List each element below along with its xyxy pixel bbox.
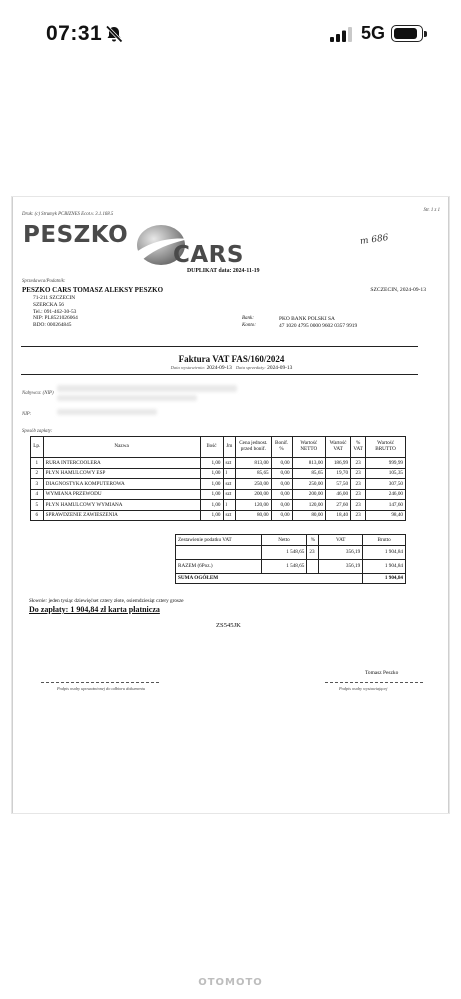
items-header-row [31,437,406,458]
item-rate: 23 [351,500,366,511]
item-unit: szt [223,458,236,469]
item-qty: 1,00 [200,468,223,479]
item-disc: 0,00 [271,468,292,479]
item-price: 200,00 [236,489,272,500]
page-number: Str. 1 z 1 [423,208,440,213]
total-vat: 356,19 [319,559,363,573]
item-lp: 2 [31,468,44,479]
col-price: Cena jednost. przed bonif. [236,437,272,458]
col-net: Wartość NETTO [292,437,325,458]
invoice-document [12,197,449,813]
item-vat: 46,00 [326,489,351,500]
total-netto: 1 548,65 [261,559,307,573]
item-name: SPRAWDZENIE ZAWIESZENIA [43,510,200,521]
signature-caption-right: Podpis osoby wystawiającej [339,686,388,691]
grand-total-label: SUMA OGÓŁEM [176,573,363,584]
items-table [30,436,406,521]
in-words-text: jeden tysiąc dziewięćset cztery złote, osiemdziesiąt cztery grosze [48,598,184,604]
vehicle-code: ZS545JK [216,622,241,629]
summary-col-pct: % [307,535,319,546]
redacted-buyer-address [57,395,197,401]
item-unit: szt [223,489,236,500]
rate-brutto: 1 904,84 [363,545,406,559]
item-unit: l [223,500,236,511]
item-qty: 1,00 [200,500,223,511]
item-net: 85,65 [292,468,325,479]
item-rate: 23 [351,468,366,479]
signature-line-left [41,682,159,683]
bank-name: PKO BANK POLSKI SA [279,316,335,322]
item-net: 813,00 [292,458,325,469]
item-disc: 0,00 [271,458,292,469]
table-row [31,458,406,469]
sale-date-label: Data sprzedaży: [235,365,266,370]
item-name: WYMIANA PRZEWODU [43,489,200,500]
item-net: 120,00 [292,500,325,511]
summary-title: Zestawienie podatku VAT [176,535,262,546]
buyer-nip-label: NIP: [22,412,32,417]
table-row [31,489,406,500]
account-label: Konto: [242,323,256,328]
seller-bdo: BDO: 000264845 [33,322,72,328]
bank-label: Bank: [242,316,254,321]
item-gross: 307,50 [366,479,406,490]
item-gross: 105,35 [366,468,406,479]
battery-icon [391,25,423,42]
seller-city: 71-211 SZCZECIN [33,295,76,301]
account-number: 47 1020 4795 0000 9602 0357 9919 [279,323,358,329]
item-gross: 999,99 [366,458,406,469]
rate-pct: 23 [307,545,319,559]
item-rate: 23 [351,489,366,500]
vat-summary-table [175,534,406,584]
company-logo [23,222,283,268]
item-qty: 1,00 [200,489,223,500]
seller-nip: NIP: PL8521026064 [33,315,78,321]
buyer-label: Nabywca: (NIP) [22,391,54,396]
invoice-title: Faktura VAT FAS/160/2024 [178,354,285,364]
item-lp: 6 [31,510,44,521]
cellular-signal-icon [330,26,354,42]
issue-date-label: Data wystawienia: [170,365,206,370]
item-lp: 5 [31,500,44,511]
logo-word-1: PESZKO [23,222,129,248]
sale-date: 2024-09-13 [267,365,293,371]
col-discount: Bonif. % [271,437,292,458]
table-row [31,468,406,479]
table-row [31,479,406,490]
item-name: DIAGNOSTYKA KOMPUTEROWA [43,479,200,490]
item-qty: 1,00 [200,510,223,521]
network-type: 5G [361,23,386,43]
invoice-dates [13,365,450,371]
table-row [31,500,406,511]
col-name: Nazwa [43,437,200,458]
item-net: 80,00 [292,510,325,521]
item-lp: 1 [31,458,44,469]
rate-netto: 1 548,65 [261,545,307,559]
item-vat: 27,60 [326,500,351,511]
item-net: 250,00 [292,479,325,490]
item-gross: 98,40 [366,510,406,521]
item-vat: 57,50 [326,479,351,490]
battery-level [394,28,417,39]
seller-tel: Tel.: 091-462-30-53 [33,309,77,315]
item-price: 250,00 [236,479,272,490]
summary-col-netto: Netto [261,535,307,546]
item-price: 80,00 [236,510,272,521]
col-rate: % VAT [351,437,366,458]
col-gross: Wartość BRUTTO [366,437,406,458]
item-lp: 3 [31,479,44,490]
item-name: PŁYN HAMULCOWY ESP [43,468,200,479]
handwritten-note: m 686 [359,233,390,247]
item-gross: 147,60 [366,500,406,511]
total-label: RAZEM (6Poz.) [176,559,262,573]
print-note: Druk: (c) Strumyk PCBIZNES Ecot.v. 3.1.168.5 [22,212,114,217]
item-gross: 246,00 [366,489,406,500]
signatory-name: Tomasz Peszko [365,670,399,676]
item-qty: 1,00 [200,479,223,490]
item-price: 85,65 [236,468,272,479]
rate-vat: 356,19 [319,545,363,559]
summary-total-row [176,559,406,573]
clock: 07:31 [46,22,103,45]
in-words-label: Słownie: [29,598,48,604]
redacted-buyer-name [57,385,237,392]
summary-grand-row [176,573,406,584]
total-pct-empty [307,559,319,573]
redacted-buyer-nip [57,409,157,415]
item-rate: 23 [351,458,366,469]
summary-empty-cell [176,545,262,559]
logo-word-2: CARS [173,242,244,268]
status-bar [0,0,461,70]
summary-col-brutto: Brutto [363,535,406,546]
signature-line-right [325,682,423,683]
grand-total-value: 1 904,84 [363,573,406,584]
place-date: SZCZECIN, 2024-09-13 [370,287,426,293]
item-vat: 19,70 [326,468,351,479]
item-lp: 4 [31,489,44,500]
item-unit: szt [223,510,236,521]
item-disc: 0,00 [271,510,292,521]
item-rate: 23 [351,510,366,521]
site-watermark: OTOMOTO [198,977,263,988]
summary-rate-row [176,545,406,559]
amount-in-words [29,598,184,604]
bell-slash-icon [104,24,124,44]
item-qty: 1,00 [200,458,223,469]
divider-bottom [21,374,418,375]
duplicate-date: DUPLIKAT data: 2024-11-19 [187,268,260,274]
item-price: 813,00 [236,458,272,469]
item-vat: 18,40 [326,510,351,521]
issue-date: 2024-09-13 [206,365,232,371]
summary-col-vat: VAT [319,535,363,546]
item-disc: 0,00 [271,500,292,511]
seller-street: SZERCKA 56 [33,302,65,308]
item-unit: l [223,468,236,479]
col-unit: Jm [223,437,236,458]
summary-header-row [176,535,406,546]
item-disc: 0,00 [271,479,292,490]
item-unit: szt [223,479,236,490]
col-qty: Ilość [200,437,223,458]
table-row [31,510,406,521]
amount-to-pay: Do zapłaty: 1 904,84 zł karta płatnicza [29,605,160,614]
item-name: RURA INTERCOOLERA [43,458,200,469]
item-price: 120,00 [236,500,272,511]
item-vat: 186,99 [326,458,351,469]
item-net: 200,00 [292,489,325,500]
total-brutto: 1 904,84 [363,559,406,573]
item-name: PŁYN HAMULCOWY WYMIANA [43,500,200,511]
seller-label: Sprzedawca/Podatnik: [22,279,66,284]
payment-label: Sposób zapłaty: [22,429,53,434]
item-rate: 23 [351,479,366,490]
col-lp: Lp. [31,437,44,458]
divider-top [21,346,418,347]
col-vat: Wartość VAT [326,437,351,458]
item-disc: 0,00 [271,489,292,500]
signature-caption-left: Podpis osoby upoważnionej do odbioru dokumentu [57,686,145,691]
seller-name: PESZKO CARS TOMASZ ALEKSY PESZKO [22,286,164,294]
